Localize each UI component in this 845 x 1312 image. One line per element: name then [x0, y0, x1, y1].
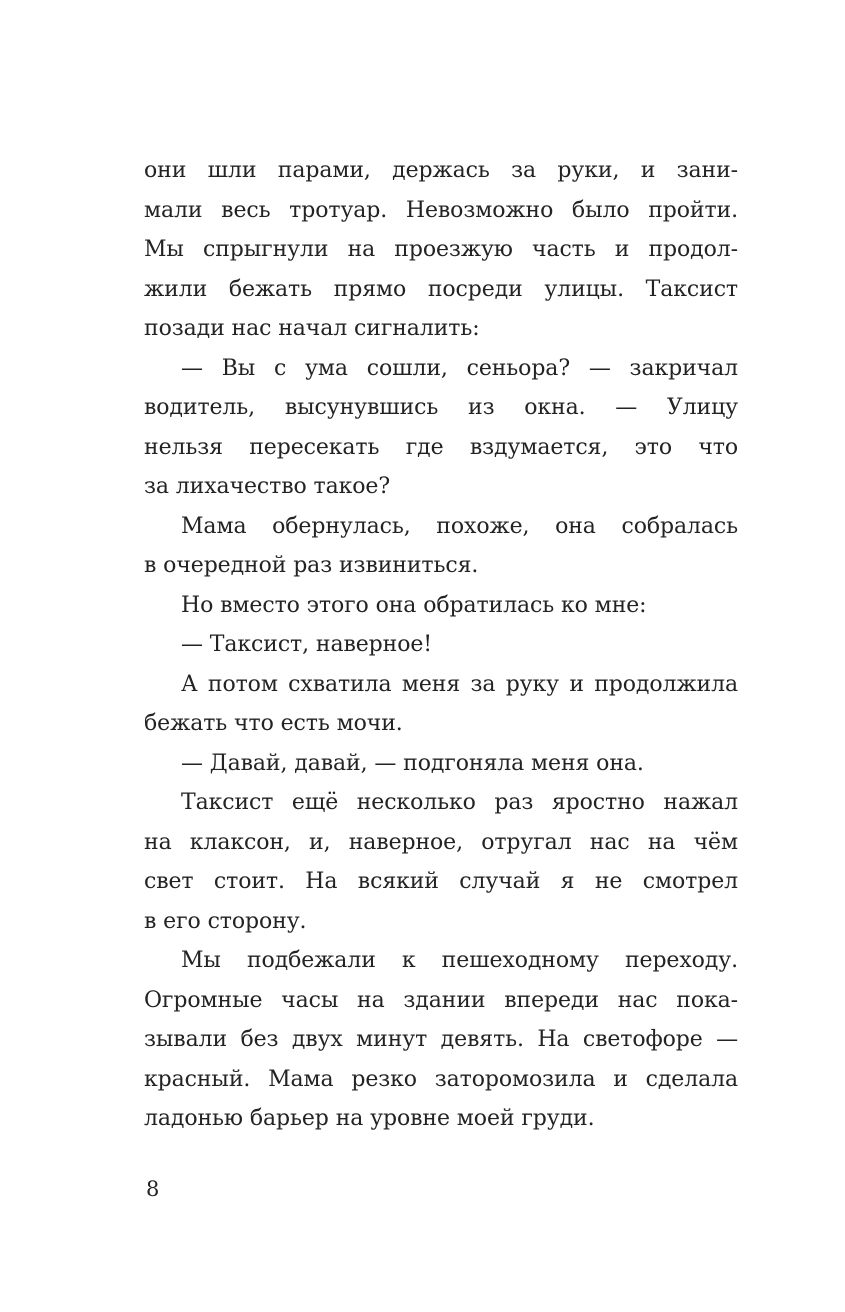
text-line: в его сторону. — [144, 908, 307, 934]
text-line: — Таксист, наверное! — [181, 632, 433, 657]
paragraph — [144, 507, 738, 586]
paragraph — [144, 744, 738, 784]
text-line: Таксист ещё несколько раз яростно нажал — [181, 790, 738, 815]
paragraph — [144, 665, 738, 744]
text-line: А потом схватила меня за руку и продолжила — [181, 671, 738, 697]
text-line: в очередной раз извиниться. — [144, 553, 479, 578]
text-line: нельзя пересекать где вздумается, это что — [144, 434, 738, 460]
paragraph — [144, 349, 738, 507]
paragraph — [144, 586, 738, 626]
text-line: ладонью барьер на уровне моей груди. — [144, 1106, 595, 1131]
text-line: Огромные часы на здании впереди нас пока- — [144, 987, 738, 1013]
page-number: 8 — [146, 1177, 160, 1201]
paragraph — [144, 625, 738, 665]
text-line: жили бежать прямо посреди улицы. Таксист — [144, 276, 738, 302]
text-line: Мы спрыгнули на проезжую часть и продол- — [144, 237, 738, 262]
text-line: на клаксон, и, наверное, отругал нас на чём — [144, 829, 738, 855]
paragraph — [144, 941, 738, 1139]
text-line: Мы подбежали к пешеходному переходу. — [181, 948, 738, 973]
paragraph — [144, 151, 738, 349]
text-line: Мама обернулась, похоже, она собралась — [181, 513, 738, 539]
text-line: позади нас начал сигналить: — [144, 316, 480, 341]
text-line: зывали без двух минут девять. На светофоре — — [144, 1027, 738, 1052]
text-line: водитель, высунувшись из окна. — Улицу — [144, 395, 738, 420]
page-text — [144, 151, 738, 1139]
text-line: свет стоит. На всякий случай я не смотрел — [144, 869, 738, 894]
text-line: они шли парами, держась за руки, и зани- — [144, 158, 738, 183]
text-line: — Давай, давай, — подгоняла меня она. — [181, 750, 644, 776]
text-line: мали весь тротуар. Невозможно было пройти. — [144, 197, 738, 223]
text-line: бежать что есть мочи. — [144, 711, 403, 736]
text-line: — Вы с ума сошли, сеньора? — закричал — [181, 355, 738, 381]
text-line: Но вместо этого она обратилась ко мне: — [181, 592, 647, 618]
text-line: за лихачество такое? — [144, 474, 391, 499]
text-line: красный. Мама резко заторомозила и сделала — [144, 1066, 738, 1092]
paragraph — [144, 783, 738, 941]
